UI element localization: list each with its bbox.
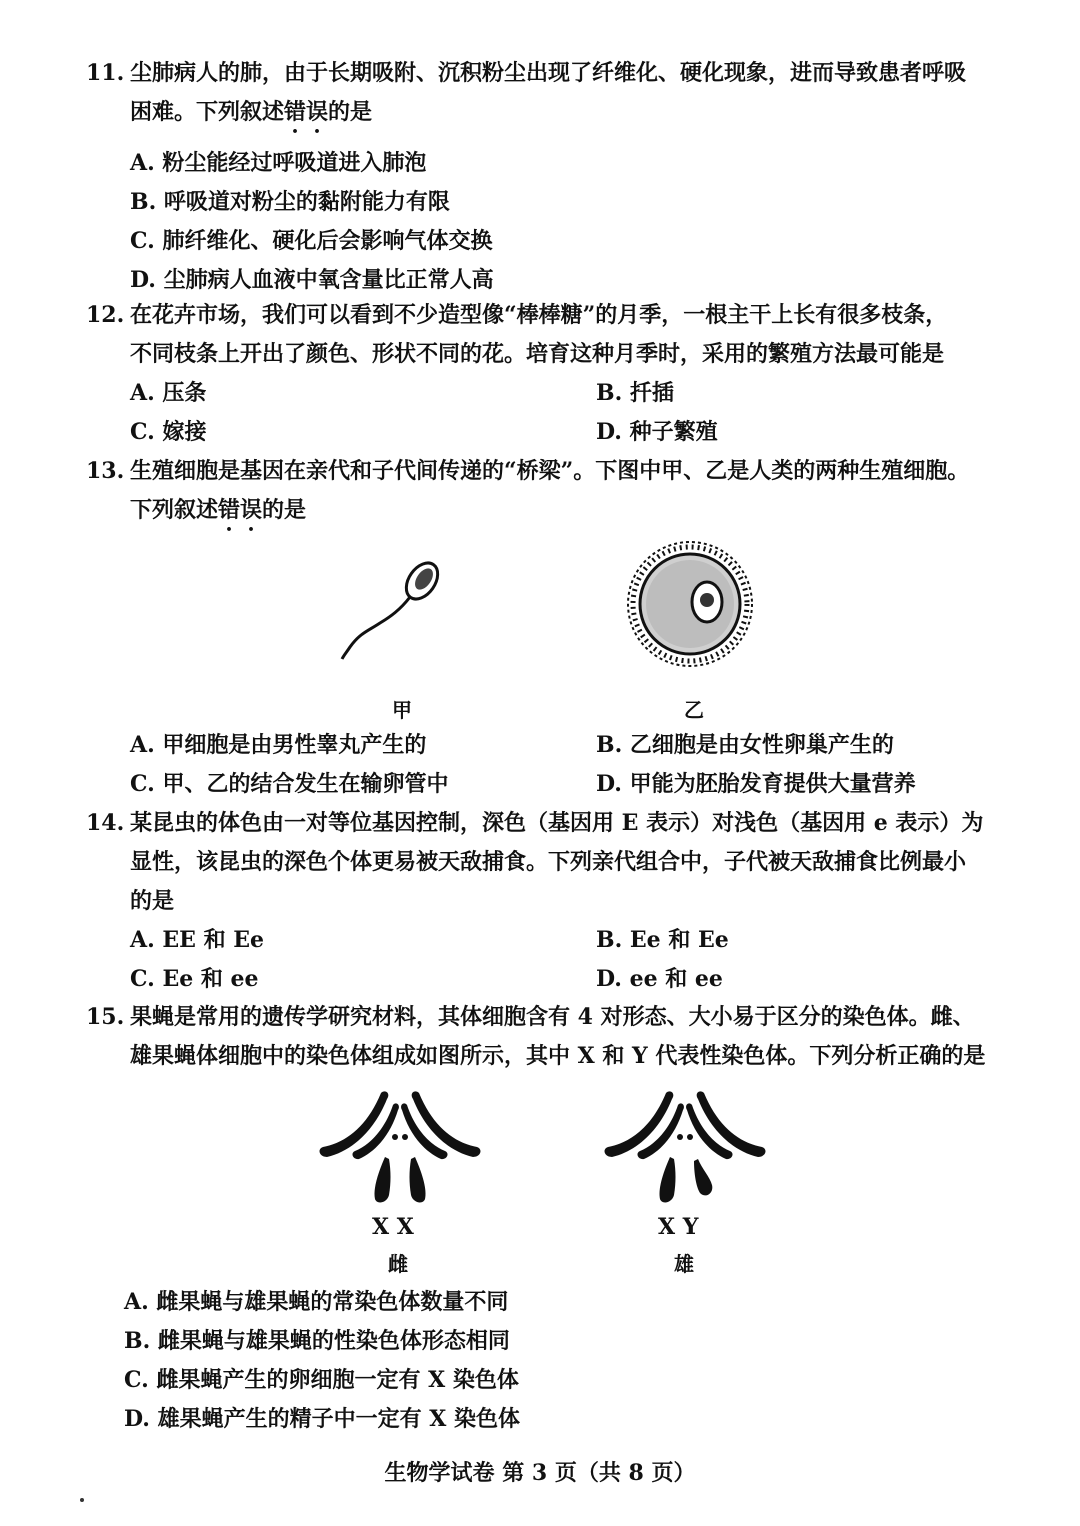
option-a[interactable]: A. 甲细胞是由男性睾丸产生的 [130,732,427,758]
question-stem: 下列叙述错误的是 [130,497,307,523]
egg-cell-illustration [615,538,765,670]
figure-label-yi: 乙 [684,698,704,722]
question-stem: 的是 [130,888,175,914]
option-c[interactable]: C. 肺纤维化、硬化后会影响气体交换 [130,228,493,254]
option-a[interactable]: A. 雌果蝇与雄果蝇的常染色体数量不同 [124,1289,509,1315]
male-sex-chromosomes: X Y [658,1214,699,1240]
question-stem: 显性，该昆虫的深色个体更易被天敌捕食。下列亲代组合中，子代被天敌捕食比例最小 [130,849,967,875]
option-c[interactable]: C. 嫁接 [130,419,207,445]
sperm-cell-illustration [330,555,450,665]
option-c[interactable]: C. 甲、乙的结合发生在输卵管中 [130,771,449,797]
female-sex-chromosomes: X X [372,1214,414,1240]
question-stem: 在花卉市场，我们可以看到不少造型像“棒棒糖”的月季，一根主干上长有很多枝条， [130,302,948,328]
option-a[interactable]: A. 压条 [130,380,207,406]
option-c[interactable]: C. Ee 和 ee [130,966,259,992]
question-number: 13. [86,458,125,484]
option-d[interactable]: D. ee 和 ee [596,966,723,992]
question-11 [86,54,1026,300]
question-13-options [86,726,1026,804]
option-a[interactable]: A. 粉尘能经过呼吸道进入肺泡 [130,150,427,176]
question-stem: 尘肺病人的肺，由于长期吸附、沉积粉尘出现了纤维化、硬化现象，进而导致患者呼吸 [130,60,967,86]
emphasis-text: 错误 [284,99,329,125]
question-stem: 某昆虫的体色由一对等位基因控制，深色（基因用 E 表示）对浅色（基因用 e 表示）为 [130,810,984,836]
female-chromosome-illustration [315,1085,485,1210]
option-row [130,765,1026,804]
option-row [130,726,1026,765]
question-14 [86,804,1026,999]
male-chromosome-illustration [600,1085,770,1210]
stray-mark [80,1498,84,1502]
option-row [130,960,1026,999]
question-stem: 生殖细胞是基因在亲代和子代间传递的“桥梁”。下图中甲、乙是人类的两种生殖细胞。 [130,458,970,484]
question-number: 12. [86,302,125,328]
option-row [130,413,1026,452]
question-15 [86,998,1026,1076]
question-number: 15. [86,1004,125,1030]
option-d[interactable]: D. 种子繁殖 [596,419,718,445]
question-stem: 雄果蝇体细胞中的染色体组成如图所示，其中 X 和 Y 代表性染色体。下列分析正确的是 [130,1043,986,1069]
question-stem: 不同枝条上开出了颜色、形状不同的花。培育这种月季时，采用的繁殖方法最可能是 [130,341,945,367]
figure-label-jia: 甲 [392,698,412,722]
option-d[interactable]: D. 尘肺病人血液中氧含量比正常人高 [130,267,494,293]
question-stem: 困难。下列叙述错误的是 [130,99,373,125]
page-footer: 生物学试卷 第 3 页（共 8 页） [384,1460,696,1486]
question-12 [86,296,1026,452]
option-b[interactable]: B. 乙细胞是由女性卵巢产生的 [596,732,894,758]
option-d[interactable]: D. 甲能为胚胎发育提供大量营养 [596,771,916,797]
option-a[interactable]: A. EE 和 Ee [130,927,265,953]
question-stem: 果蝇是常用的遗传学研究材料，其体细胞含有 4 对形态、大小易于区分的染色体。雌、 [130,1004,975,1030]
option-b[interactable]: B. 呼吸道对粉尘的黏附能力有限 [130,189,450,215]
question-number: 14. [86,810,125,836]
option-d[interactable]: D. 雄果蝇产生的精子中一定有 X 染色体 [124,1406,521,1432]
question-15-options [80,1283,1020,1439]
option-row [130,374,1026,413]
male-label: 雄 [674,1252,694,1276]
question-13 [86,452,1026,536]
option-b[interactable]: B. Ee 和 Ee [596,927,729,953]
emphasis-text: 错误 [218,497,263,523]
option-c[interactable]: C. 雌果蝇产生的卵细胞一定有 X 染色体 [124,1367,519,1393]
option-row [130,921,1026,960]
female-label: 雌 [388,1252,408,1276]
option-b[interactable]: B. 雌果蝇与雄果蝇的性染色体形态相同 [124,1328,510,1354]
question-number: 11. [86,60,125,86]
option-b[interactable]: B. 扦插 [596,380,674,406]
